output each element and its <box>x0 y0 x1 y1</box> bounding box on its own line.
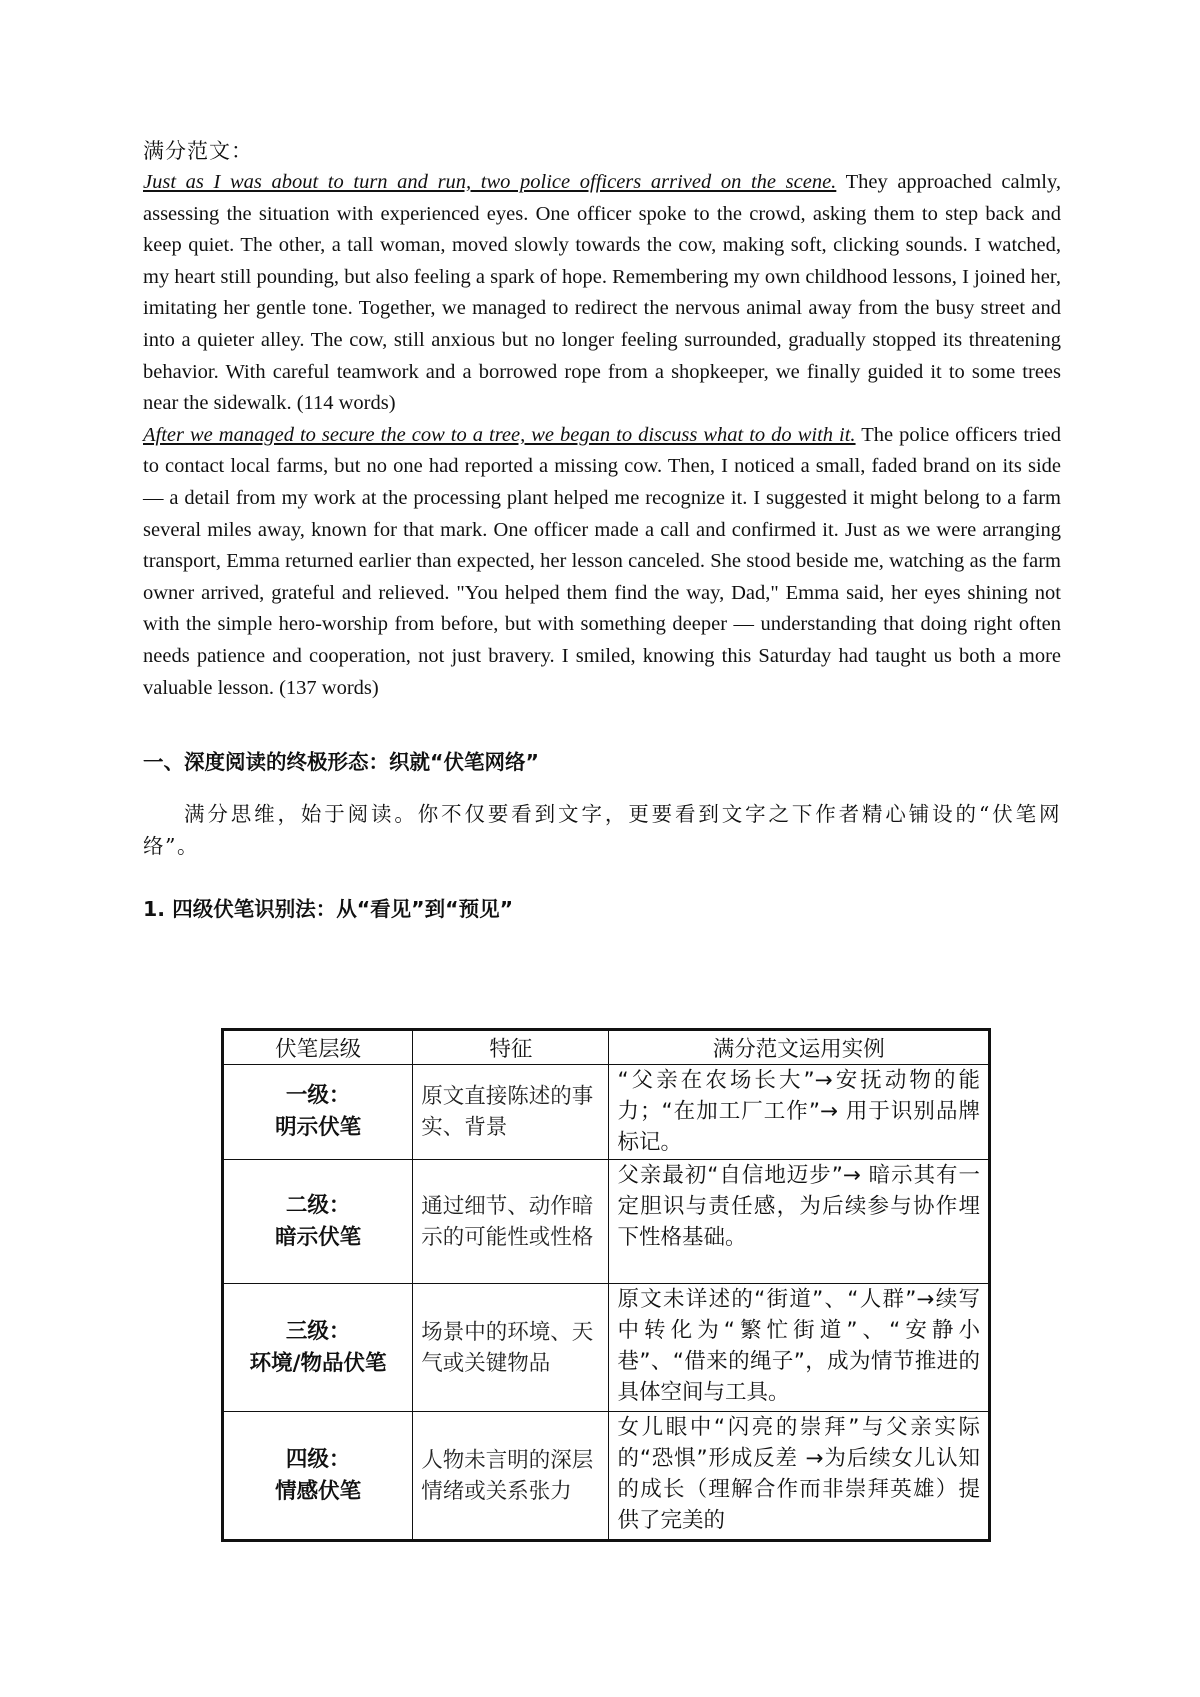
header-level: 伏笔层级 <box>223 1030 413 1065</box>
essay-paragraph-2-first-sentence: After we managed to secure the cow to a tree, we began to discuss what to do with it. <box>143 423 856 446</box>
header-feature: 特征 <box>413 1030 609 1065</box>
level-number: 二级： <box>285 1192 351 1218</box>
example-cell: 父亲最初“自信地迈步”→ 暗示其有一定胆识与责任感，为后续参与协作埋下性格基础。 <box>609 1160 990 1284</box>
level-cell <box>223 1412 413 1541</box>
document-page <box>143 135 1061 1533</box>
essay-label: 满分范文： <box>143 139 253 163</box>
essay-paragraph-1-text: They approached calmly, assessing the situation with experienced eyes. One officer spoke to the crowd, asking them to step back and keep quiet. The other, a tall woman, moved slowly towards the cow, making soft, clicking sounds. I watched, my heart still pounding, but also feeling a spark of hope. Remembering my own childhood lessons, I joined her, imitating her gentle tone. Together, we managed to redirect the nervous animal away from the busy street and into a quieter alley. The cow, still anxious but no longer feeling surrounded, gradually stopped its threatening behavior. With careful teamwork and a borrowed rope from a shopkeeper, we finally guided it to some trees near the sidewalk. (114 words) <box>143 171 1061 415</box>
essay-paragraph-1-first-sentence: Just as I was about to turn and run, two police officers arrived on the scene. <box>143 171 837 193</box>
level-cell <box>223 1284 413 1412</box>
example-cell: “父亲在农场长大”→安抚动物的能力；“在加工厂工作”→ 用于识别品牌标记。 <box>609 1065 990 1160</box>
level-name: 暗示伏笔 <box>275 1224 362 1250</box>
level-name: 环境/物品伏笔 <box>249 1350 387 1376</box>
table-row <box>223 1065 990 1160</box>
level-cell <box>223 1160 413 1284</box>
subsection-heading: 1. 四级伏笔识别法：从“看见”到“预见” <box>143 897 514 921</box>
level-number: 三级： <box>285 1318 351 1344</box>
feature-cell: 原文直接陈述的事实、背景 <box>413 1065 609 1160</box>
essay-paragraph-2 <box>143 420 1061 704</box>
table-header-row <box>223 1030 990 1065</box>
essay-body <box>143 167 1061 704</box>
section-paragraph: 满分思维，始于阅读。你不仅要看到文字，更要看到文字之下作者精心铺设的“伏笔网络”。 <box>143 802 1061 858</box>
feature-cell: 通过细节、动作暗示的可能性或性格 <box>413 1160 609 1284</box>
feature-cell: 人物未言明的深层情绪或关系张力 <box>413 1412 609 1541</box>
level-number: 一级： <box>285 1083 351 1108</box>
table-row <box>223 1284 990 1412</box>
level-number: 四级： <box>285 1446 351 1472</box>
section-heading: 一、深度阅读的终极形态：织就“伏笔网络” <box>143 750 539 774</box>
example-cell: 女儿眼中“闪亮的崇拜”与父亲实际的“恐惧”形成反差 →为后续女儿认知的成长（理解合作而非崇拜英雄）提供了完美的 <box>609 1412 990 1541</box>
level-name: 明示伏笔 <box>275 1115 362 1140</box>
example-cell: 原文未详述的“街道”、“人群”→续写中转化为“繁忙街道”、“安静小巷”、“借来的绳子”，成为情节推进的具体空间与工具。 <box>609 1284 990 1412</box>
essay-paragraph-2-text: The police officers tried to contact local farms, but no one had reported a missing cow. Then, I noticed a small, faded brand on its side — a detail from my work at the processing plant helped me recognize it. I suggested it might belong to a farm several miles away, known for that mark. One officer made a call and confirmed it. Just as we were arranging transport, Emma returned earlier than expected, her lesson canceled. She stood beside me, watching as the farm owner arrived, grateful and relieved. "You helped them find the way, Dad," Emma said, her eyes shining not with the simple hero-worship from before, but with something deeper — understanding that doing right often needs patience and cooperation, not just bravery. I smiled, knowing this Saturday had taught us both a more valuable lesson. (137 words) <box>143 423 1061 699</box>
level-cell <box>223 1065 413 1160</box>
feature-cell: 场景中的环境、天气或关键物品 <box>413 1284 609 1412</box>
level-name: 情感伏笔 <box>275 1478 362 1504</box>
essay-paragraph-1 <box>143 167 1061 420</box>
foreshadow-table <box>221 1028 991 1542</box>
header-example: 满分范文运用实例 <box>609 1030 990 1065</box>
table-row <box>223 1412 990 1541</box>
table-row <box>223 1160 990 1284</box>
